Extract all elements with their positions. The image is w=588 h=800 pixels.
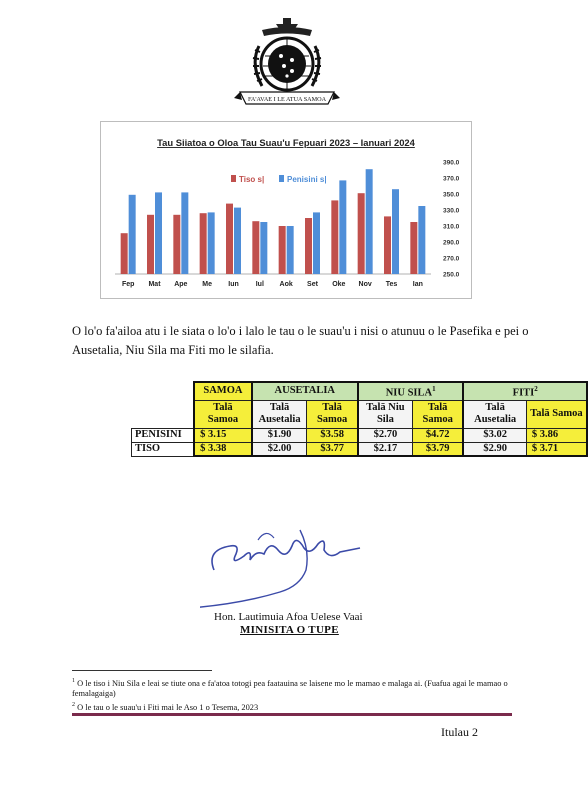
- bar-tiso-iun: [226, 204, 233, 274]
- cell-tiso-samoa: $ 3.38: [194, 442, 252, 456]
- bar-penisini-set: [313, 212, 320, 274]
- bar-penisini-ape: [181, 192, 188, 274]
- legend-swatch-tiso: [231, 175, 236, 182]
- footnote-2-text: O le tau o le suau'u i Fiti mai le Aso 1 o Tesema, 2023: [75, 702, 259, 712]
- y-tick-label: 350.0: [443, 191, 460, 199]
- cell-tiso-nz-local: $2.17: [358, 442, 413, 456]
- subheader-fiji-local: Talā Ausetalia: [463, 400, 526, 428]
- bar-penisini-mat: [155, 192, 162, 274]
- footnote-2: [72, 700, 522, 713]
- header-fiti: [463, 382, 587, 400]
- x-tick-label-ape: Ape: [174, 281, 188, 288]
- cell-penisini-samoa: $ 3.15: [194, 428, 252, 442]
- page-number: Itulau 2: [441, 725, 478, 739]
- intro-paragraph: O lo'o fa'ailoa atu i le siata o lo'o i lalo le tau o le suau'u i nisi o atunuu o le Pasefika e pei o Ausetalia, Niu Sila ma Fiti mo le silafia.: [72, 324, 529, 357]
- bar-tiso-fep: [121, 233, 128, 274]
- header-samoa: SAMOA: [194, 382, 252, 400]
- cell-tiso-aus-samoa: $3.77: [307, 442, 358, 456]
- fuel-price-chart: [100, 121, 472, 299]
- coat-of-arms-seal: [232, 16, 342, 108]
- cell-penisini-nz-samoa: $4.72: [412, 428, 463, 442]
- bar-tiso-tes: [384, 216, 391, 274]
- cell-tiso-aus-local: $2.00: [252, 442, 307, 456]
- bar-penisini-me: [208, 212, 215, 274]
- bar-tiso-oke: [331, 200, 338, 274]
- bar-penisini-iun: [234, 208, 241, 274]
- footnote-divider: [72, 670, 212, 671]
- chart-legend: [231, 175, 327, 184]
- chart-svg: [101, 122, 471, 298]
- y-tick-label: 390.0: [443, 159, 460, 167]
- x-tick-label-me: Me: [202, 281, 213, 288]
- bar-tiso-ape: [173, 215, 180, 274]
- legend-swatch-penisini: [279, 175, 284, 182]
- cell-tiso-nz-samoa: $3.79: [412, 442, 463, 456]
- cell-penisini-aus-samoa: $3.58: [307, 428, 358, 442]
- x-tick-label-oke: Oke: [332, 281, 346, 288]
- footnote-1: [72, 676, 522, 700]
- bar-tiso-iul: [252, 221, 259, 274]
- y-tick-label: 370.0: [443, 175, 460, 183]
- cell-penisini-nz-local: $2.70: [358, 428, 413, 442]
- x-tick-label-nov: Nov: [358, 281, 372, 288]
- table-corner: [132, 382, 195, 400]
- y-tick-label: 250.0: [443, 271, 460, 279]
- header-niu-sila-footnote-mark: 1: [432, 385, 436, 393]
- y-tick-label: 330.0: [443, 207, 460, 215]
- y-tick-label: 270.0: [443, 255, 460, 263]
- footnote-1-mark: 1: [72, 678, 75, 684]
- header-niu-sila-label: NIU SILA: [385, 387, 433, 399]
- table-row: [132, 428, 588, 442]
- subheader-fiji-samoa: Talā Samoa: [526, 400, 587, 428]
- x-tick-label-mat: Mat: [148, 281, 161, 288]
- footnote-2-mark: 2: [72, 702, 75, 708]
- x-tick-label-iun: Iun: [228, 281, 239, 288]
- cell-tiso-fiji-samoa: $ 3.71: [526, 442, 587, 456]
- subheader-nz-local: Talā Niu Sila: [358, 400, 413, 428]
- cell-tiso-fiji-local: $2.90: [463, 442, 526, 456]
- bar-tiso-me: [200, 213, 207, 274]
- x-tick-label-fep: Fep: [121, 281, 135, 288]
- seal-motto: FA'AVAE I LE ATUA SAMOA: [247, 96, 327, 103]
- row-label-tiso: TISO: [132, 442, 195, 456]
- cell-penisini-fiji-samoa: $ 3.86: [526, 428, 587, 442]
- table-row: [132, 442, 588, 456]
- header-ausetalia: AUSETALIA: [252, 382, 358, 400]
- x-tick-label-iul: Iul: [255, 281, 264, 288]
- signer-title: MINISITA O TUPE: [240, 624, 339, 636]
- bar-tiso-aok: [279, 226, 286, 274]
- bar-penisini-fep: [129, 195, 136, 274]
- table-corner-sub: [132, 400, 195, 428]
- bar-penisini-aok: [287, 226, 294, 274]
- bar-tiso-nov: [358, 193, 365, 274]
- subheader-samoa-tala: Talā Samoa: [194, 400, 252, 428]
- x-tick-label-set: Set: [307, 281, 318, 288]
- subheader-aus-local: Talā Ausetalia: [252, 400, 307, 428]
- y-tick-label: 290.0: [443, 239, 460, 247]
- subheader-aus-samoa: Talā Samoa: [307, 400, 358, 428]
- header-fiti-footnote-mark: 2: [534, 385, 538, 393]
- bar-tiso-mat: [147, 215, 154, 274]
- y-tick-label: 310.0: [443, 223, 460, 231]
- legend-label-tiso: Tiso s|: [239, 175, 265, 184]
- header-fiti-label: FITI: [512, 387, 535, 399]
- signer-name: Hon. Lautimuia Afoa Uelese Vaai: [214, 611, 363, 623]
- cell-penisini-aus-local: $1.90: [252, 428, 307, 442]
- legend-label-penisini: Penisini s|: [287, 175, 327, 184]
- footer-rule: [72, 713, 512, 716]
- bar-penisini-iul: [260, 222, 267, 274]
- bar-tiso-set: [305, 218, 312, 274]
- bar-penisini-ian: [418, 206, 425, 274]
- bar-tiso-ian: [410, 222, 417, 274]
- bar-penisini-nov: [366, 169, 373, 274]
- x-tick-label-aok: Aok: [279, 281, 293, 288]
- subheader-nz-samoa: Talā Samoa: [412, 400, 463, 428]
- handwritten-signature: [200, 520, 380, 610]
- row-label-penisini: PENISINI: [132, 428, 195, 442]
- cell-penisini-fiji-local: $3.02: [463, 428, 526, 442]
- bar-penisini-tes: [392, 189, 399, 274]
- x-tick-label-ian: Ian: [412, 281, 423, 288]
- header-niu-sila: [358, 382, 464, 400]
- footnote-1-text: O le tiso i Niu Sila e leai se tiute ona e fa'atoa totogi pea faatauina se laisene mo le mamao e malaga ai. (Fuafua agai le mamao o femalagaiga): [72, 678, 508, 699]
- chart-title: Tau Siiatoa o Oloa Tau Suau'u Fepuari 2023 – Ianuari 2024: [157, 137, 415, 148]
- fuel-price-table: [131, 381, 588, 457]
- bar-penisini-oke: [339, 180, 346, 274]
- x-tick-label-tes: Tes: [385, 281, 398, 288]
